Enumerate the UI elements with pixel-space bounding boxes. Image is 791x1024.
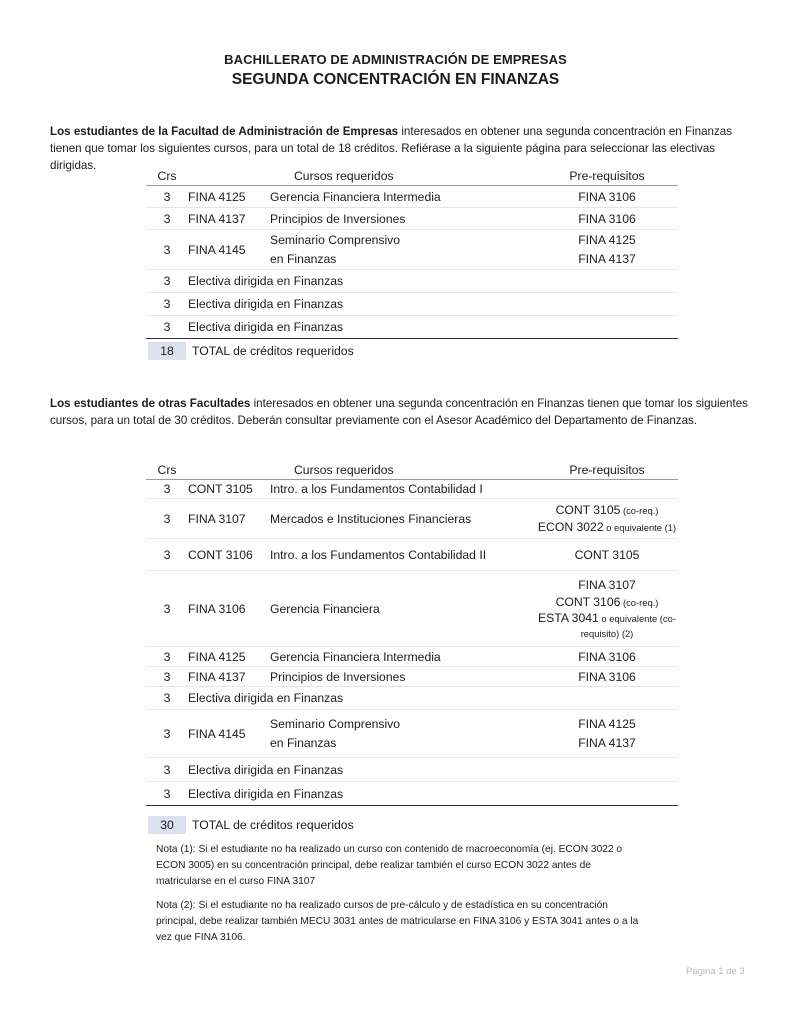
credits-cell: 3 <box>146 687 188 710</box>
credits-cell: 3 <box>146 230 188 270</box>
prereq-note: (co-req.) <box>620 596 659 608</box>
prereq-cell: FINA 3106 <box>536 186 678 208</box>
table-row <box>146 186 678 208</box>
table-row <box>146 782 678 806</box>
course-name <box>270 230 536 270</box>
credits-cell: 3 <box>146 710 188 758</box>
course-code: FINA 3107 <box>188 499 270 539</box>
course-code: FINA 4137 <box>188 208 270 230</box>
course-name: Electiva dirigida en Finanzas <box>188 758 536 782</box>
total-credits-number: 18 <box>148 342 186 360</box>
table-row <box>146 208 678 230</box>
courses-table-2 <box>146 460 678 806</box>
table-row <box>146 647 678 667</box>
total-credits-label: TOTAL de créditos requeridos <box>192 818 354 832</box>
prereq-cell: FINA 3106 <box>536 647 678 667</box>
credits-cell: 3 <box>146 293 188 316</box>
prereq-code: CONT 3105 <box>555 502 621 517</box>
course-name: Electiva dirigida en Finanzas <box>188 316 536 339</box>
course-code: FINA 4137 <box>188 667 270 687</box>
credits-cell: 3 <box>146 647 188 667</box>
course-code: CONT 3106 <box>188 539 270 571</box>
prereq-note: o equivalente (1) <box>603 521 677 533</box>
total-credits-label: TOTAL de créditos requeridos <box>192 344 354 358</box>
course-name-line: en Finanzas <box>270 251 337 266</box>
course-code: FINA 4125 <box>188 186 270 208</box>
course-name: Intro. a los Fundamentos Contabilidad I <box>270 480 536 499</box>
header-courses: Cursos requeridos <box>270 460 536 480</box>
table-header <box>146 460 678 480</box>
course-code: CONT 3105 <box>188 480 270 499</box>
section1-intro-text: interesados en obtener una segunda concentración en Finanzas tienen que tomar los siguientes cursos, para un total de 18 créditos. Refiérase a la siguiente página para seleccionar las electivas dirigidas. <box>50 125 733 172</box>
course-name: Intro. a los Fundamentos Contabilidad II <box>270 539 536 571</box>
credits-cell: 3 <box>146 480 188 499</box>
course-name: Principios de Inversiones <box>270 667 536 687</box>
credits-cell: 3 <box>146 208 188 230</box>
table-row <box>146 710 678 758</box>
prereq-note: (co-req.) <box>620 504 659 516</box>
document-title: BACHILLERATO DE ADMINISTRACIÓN DE EMPRESAS <box>224 52 567 67</box>
table-row <box>146 758 678 782</box>
course-name: Mercados e Instituciones Financieras <box>270 499 536 539</box>
credits-cell: 3 <box>146 316 188 339</box>
table-row <box>146 316 678 339</box>
table-row <box>146 293 678 316</box>
footnote-2: Nota (2): Si el estudiante no ha realizado cursos de pre-cálculo y de estadística en su concentración principal, debe realizar también MECU 3031 antes de matricularse en FINA 3106 y ESTA 3041 antes o a la vez que FINA 3106. <box>156 900 639 943</box>
prereq-cell: FINA 3106 <box>536 667 678 687</box>
credits-cell: 3 <box>146 758 188 782</box>
course-code: FINA 3106 <box>188 571 270 647</box>
prereq-line <box>536 519 678 536</box>
table-header <box>146 166 678 186</box>
section2-intro <box>50 395 750 429</box>
prereq-cell <box>536 499 678 539</box>
section2-intro-text: interesados en obtener una segunda concentración en Finanzas tienen que tomar los siguientes cursos, para un total de 30 créditos. Deberán consultar previamente con el Asesor Académico del Departamento de Finanzas. <box>50 397 748 427</box>
course-name-line: Seminario Comprensivo <box>270 716 401 731</box>
credits-cell: 3 <box>146 667 188 687</box>
credits-cell: 3 <box>146 539 188 571</box>
credits-cell: 3 <box>146 782 188 806</box>
credits-cell: 3 <box>146 186 188 208</box>
total-credits-number: 30 <box>148 816 186 834</box>
prereq-cell <box>536 230 678 270</box>
header-crs: Crs <box>146 460 188 480</box>
prereq-cell: FINA 3106 <box>536 208 678 230</box>
prereq-line <box>536 594 678 611</box>
section1-intro-bold: Los estudiantes de la Facultad de Administración de Empresas <box>50 125 399 138</box>
prereq-code: ECON 3022 <box>537 519 604 534</box>
courses-table-1 <box>146 166 678 339</box>
prereq-code: ESTA 3041 <box>538 610 599 625</box>
table-row <box>146 539 678 571</box>
credits-cell: 3 <box>146 270 188 293</box>
course-code: FINA 4145 <box>188 710 270 758</box>
page-number: Página 1 de 3 <box>686 966 745 977</box>
total-credits-row <box>148 816 354 834</box>
course-code: FINA 4145 <box>188 230 270 270</box>
table-row <box>146 480 678 499</box>
credits-cell: 3 <box>146 571 188 647</box>
table-row <box>146 270 678 293</box>
course-name-line: Seminario Comprensivo <box>270 232 401 247</box>
prereq-line: FINA 4125 <box>578 232 636 247</box>
table-row <box>146 230 678 270</box>
header-crs: Crs <box>146 166 188 186</box>
prereq-cell <box>536 571 678 647</box>
total-credits-row <box>148 342 354 360</box>
prereq-cell: CONT 3105 <box>536 539 678 571</box>
section2-intro-bold: Los estudiantes de otras Facultades <box>50 397 251 410</box>
document-subtitle: SEGUNDA CONCENTRACIÓN EN FINANZAS <box>231 71 560 88</box>
course-name <box>270 710 536 758</box>
table-row <box>146 571 678 647</box>
table-row <box>146 499 678 539</box>
header-prereqs: Pre-requisitos <box>536 460 678 480</box>
course-name: Gerencia Financiera <box>270 571 536 647</box>
credits-cell: 3 <box>146 499 188 539</box>
course-name: Gerencia Financiera Intermedia <box>270 186 536 208</box>
header-prereqs: Pre-requisitos <box>536 166 678 186</box>
course-name-line: en Finanzas <box>270 735 337 750</box>
course-name: Electiva dirigida en Finanzas <box>188 687 536 710</box>
prereq-line: FINA 4137 <box>578 251 636 266</box>
course-name: Gerencia Financiera Intermedia <box>270 647 536 667</box>
prereq-line: FINA 4125 <box>578 716 636 731</box>
course-name: Electiva dirigida en Finanzas <box>188 782 536 806</box>
course-code: FINA 4125 <box>188 647 270 667</box>
table-row <box>146 667 678 687</box>
prereq-line: FINA 3107 <box>578 577 636 592</box>
prereq-line <box>536 502 678 519</box>
footnote-1: Nota (1): Si el estudiante no ha realizado un curso con contenido de macroeconomía (ej. ECON 3022 o ECON 3005) en su concentración principal, debe realizar también el curso ECON 3022 antes de matricularse en el curso FINA 3107 <box>156 844 623 887</box>
table-row <box>146 687 678 710</box>
prereq-cell <box>536 710 678 758</box>
course-name: Electiva dirigida en Finanzas <box>188 270 536 293</box>
course-name: Principios de Inversiones <box>270 208 536 230</box>
prereq-note: o equivalente (co-requisito) (2) <box>580 612 676 639</box>
prereq-code: CONT 3106 <box>555 594 621 609</box>
prereq-line: FINA 4137 <box>578 735 636 750</box>
course-name: Electiva dirigida en Finanzas <box>188 293 536 316</box>
header-courses: Cursos requeridos <box>270 166 536 186</box>
prereq-line <box>536 611 678 641</box>
